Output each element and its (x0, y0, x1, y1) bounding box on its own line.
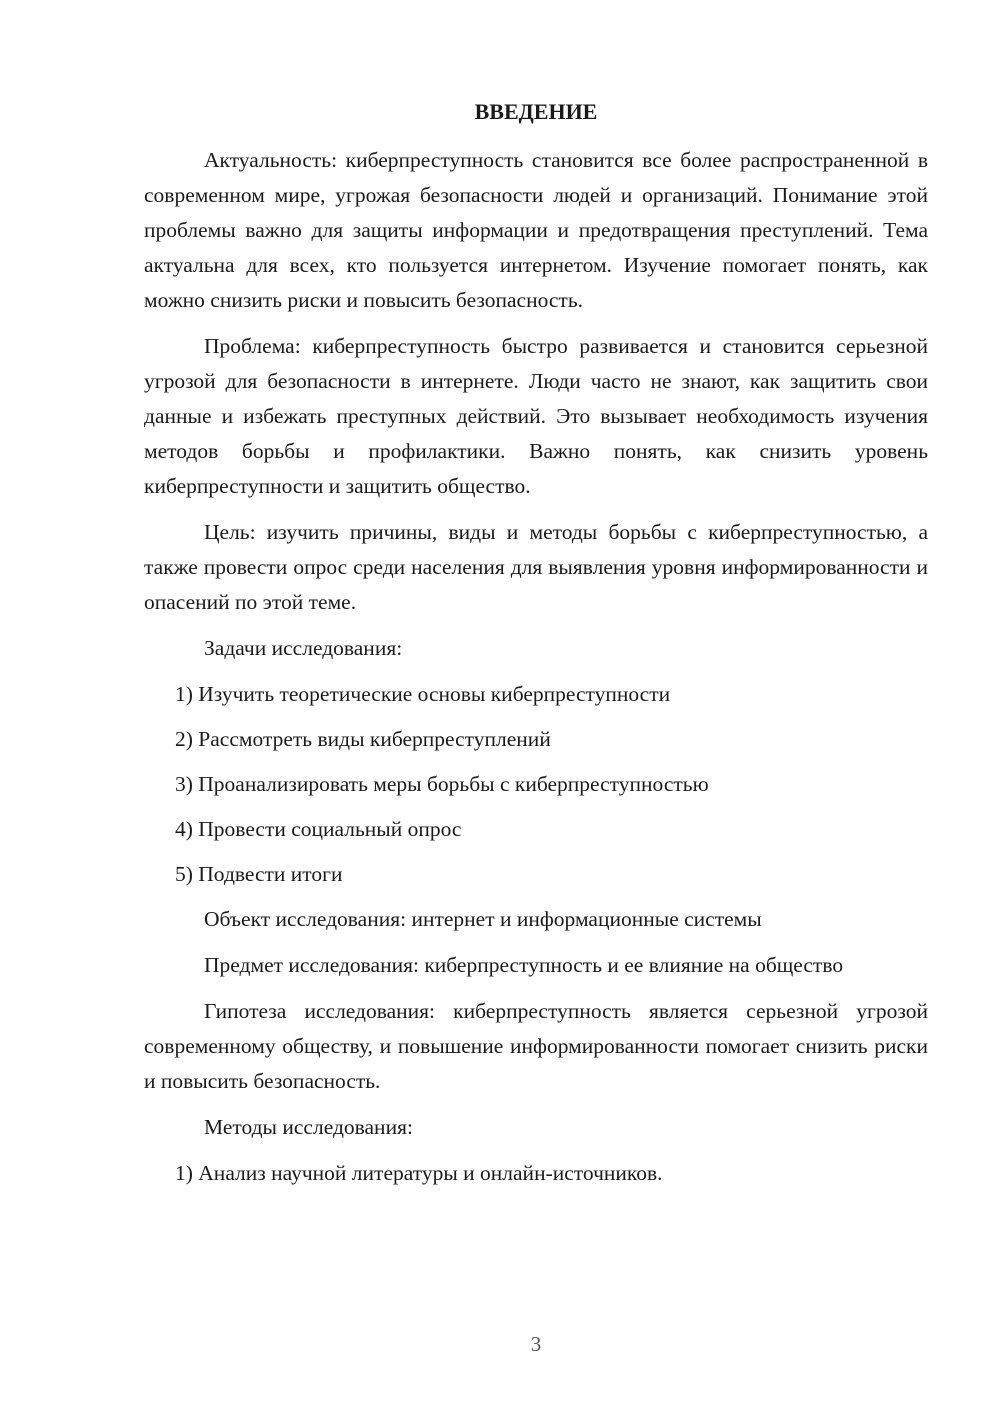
task-item: 2) Рассмотреть виды киберпреступлений (175, 727, 551, 751)
paragraph-hypothesis: Гипотеза исследования: киберпреступность является серьезной угрозой современному обществу, и повышение информированности помогает снизить риски и повысить безопасность. (144, 999, 928, 1093)
page-number: 3 (530, 1332, 542, 1356)
paragraph-problem: Проблема: киберпреступность быстро развивается и становится серьезной угрозой для безопасности в интернете. Люди часто не знают, как защитить свои данные и избежать преступных действий. Это вызывает необходимость изучения методов борьбы и профилактики. Важно понять, как снизить уровень киберпреступности и защитить общество. (144, 334, 928, 498)
method-item: 1) Анализ научной литературы и онлайн-источников. (175, 1161, 663, 1185)
paragraph-goal: Цель: изучить причины, виды и методы борьбы с киберпреступностью, а также провести опрос среди населения для выявления уровня информированности и опасений по этой теме. (144, 520, 928, 614)
task-item: 5) Подвести итоги (175, 862, 343, 886)
task-item: 1) Изучить теоретические основы киберпреступности (175, 682, 671, 706)
task-item: 3) Проанализировать меры борьбы с киберпреступностью (175, 772, 709, 796)
paragraph-subject: Предмет исследования: киберпреступность и ее влияние на общество (204, 953, 844, 977)
paragraph-object: Объект исследования: интернет и информационные системы (204, 907, 762, 931)
document-body (144, 143, 928, 1201)
paragraph-relevance: Актуальность: киберпреступность становится все более распространенной в современном мире, угрожая безопасности людей и организаций. Понимание этой проблемы важно для защиты информации и предотвращения преступлений. Тема актуальна для всех, кто пользуется интернетом. Изучение помогает понять, как можно снизить риски и повысить безопасность. (144, 148, 928, 312)
tasks-heading: Задачи исследования: (204, 636, 403, 660)
methods-heading: Методы исследования: (204, 1115, 413, 1139)
page-title: ВВЕДЕНИЕ (474, 99, 598, 124)
task-item: 4) Провести социальный опрос (175, 817, 462, 841)
